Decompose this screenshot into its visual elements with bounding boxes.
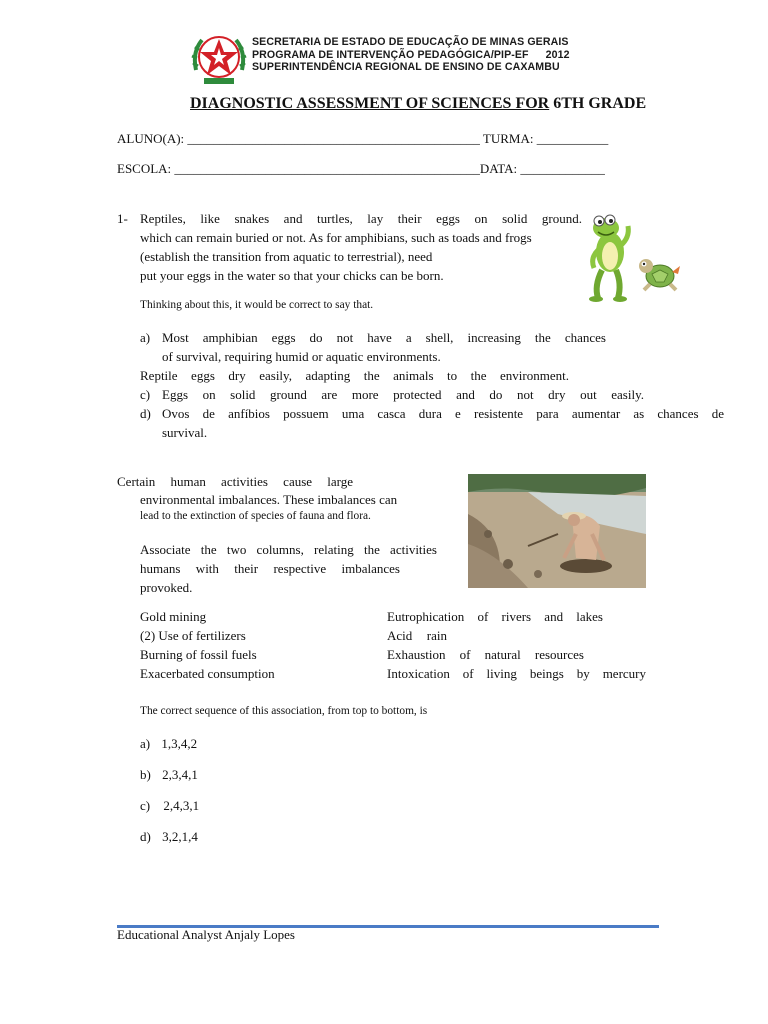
page-title <box>190 95 646 113</box>
header-line-2 <box>252 49 570 62</box>
option-label: a) <box>140 736 151 751</box>
option-label: c) <box>140 798 151 813</box>
state-coat-of-arms-logo <box>190 30 248 88</box>
page-title-rest: 6TH GRADE <box>549 95 647 112</box>
imbalance-item: Acid rain <box>387 628 447 643</box>
header-line-3: SUPERINTENDÊNCIA REGIONAL DE ENSINO DE CAXAMBU <box>252 61 560 74</box>
q1-option-a-line2: of survival, requiring humid or aquatic environments. <box>162 349 441 364</box>
q2-imbalances-column <box>387 609 647 685</box>
q1-number: 1- <box>117 211 128 226</box>
activity-item: Exacerbated consumption <box>140 666 275 681</box>
page-title-underlined: DIAGNOSTIC ASSESSMENT OF SCIENCES FOR <box>190 95 550 112</box>
q1-option-a-line1: Most amphibian eggs do not have a shell, increasing the chances <box>162 330 606 345</box>
q2-text-line2: environmental imbalances. These imbalances can <box>140 492 398 507</box>
imbalance-item: Intoxication of living beings by mercury <box>387 666 646 681</box>
q2-sequence-prompt: The correct sequence of this association, from top to bottom, is <box>140 705 428 717</box>
q1-text-line4: put your eggs in the water so that your chicks can be born. <box>140 268 444 283</box>
student-name-field: ALUNO(A): _____________________________________________ TURMA: ___________ <box>117 131 609 146</box>
header-line-1: SECRETARIA DE ESTADO DE EDUCAÇÃO DE MINAS GERAIS <box>252 36 569 48</box>
header-year: 2012 <box>545 48 570 61</box>
q2-option-b <box>140 765 198 784</box>
q2-text-line3: lead to the extinction of species of fauna and flora. <box>140 510 371 522</box>
header-institution-block <box>252 36 570 74</box>
q2-activities-column <box>140 609 370 685</box>
activity-item: (2) Use of fertilizers <box>140 628 246 643</box>
imbalance-item: Exhaustion of natural resources <box>387 647 584 662</box>
option-text: 2,4,3,1 <box>163 798 200 813</box>
q1-text-line1: Reptiles, like snakes and turtles, lay their eggs on solid ground. <box>140 211 582 226</box>
q1-text-line2: which can remain buried or not. As for amphibians, such as toads and frogs <box>140 230 532 245</box>
q1-prompt: Thinking about this, it would be correct to say that. <box>140 299 374 311</box>
q2-instruction-line2: humans with their respective imbalances <box>140 561 400 576</box>
q1-option-b: Reptile eggs dry easily, adapting the animals to the environment. <box>140 368 569 383</box>
q1-option-c: Eggs on solid ground are more protected and do not dry out easily. <box>162 387 644 402</box>
q2-option-a <box>140 734 197 753</box>
q1-text-line3: (establish the transition from aquatic to terrestrial), need <box>140 249 433 264</box>
option-label: b) <box>140 767 151 782</box>
option-text: 2,3,4,1 <box>162 767 198 782</box>
activity-item: Gold mining <box>140 609 207 624</box>
q2-text-line1: Certain human activities cause large <box>117 474 353 489</box>
option-text: 1,3,4,2 <box>161 736 198 751</box>
q2-option-d <box>140 827 198 846</box>
q1-option-d-label: d) <box>140 406 151 421</box>
q1-option-a-label: a) <box>140 330 151 345</box>
gold-miner-photo <box>468 474 646 588</box>
footer-author: Educational Analyst Anjaly Lopes <box>117 927 295 942</box>
activity-item: Burning of fossil fuels <box>140 647 257 662</box>
header-program: PROGRAMA DE INTERVENÇÃO PEDAGÓGICA/PIP-EF <box>252 48 529 61</box>
option-text: 3,2,1,4 <box>162 829 198 844</box>
q2-instruction-line1: Associate the two columns, relating the activities <box>140 542 437 557</box>
q2-option-c <box>140 796 199 815</box>
q1-option-d-line1: Ovos de anfíbios possuem uma casca dura e resistente para aumentar as chances de <box>162 406 724 421</box>
sea-turtle-cartoon-illustration <box>636 252 684 292</box>
q1-option-d-line2: survival. <box>162 425 208 440</box>
option-label: d) <box>140 829 151 844</box>
school-field: ESCOLA: _______________________________________________DATA: _____________ <box>117 161 605 176</box>
q1-option-c-label: c) <box>140 387 151 402</box>
q2-instruction-line3: provoked. <box>140 580 193 595</box>
imbalance-item: Eutrophication of rivers and lakes <box>387 609 603 624</box>
